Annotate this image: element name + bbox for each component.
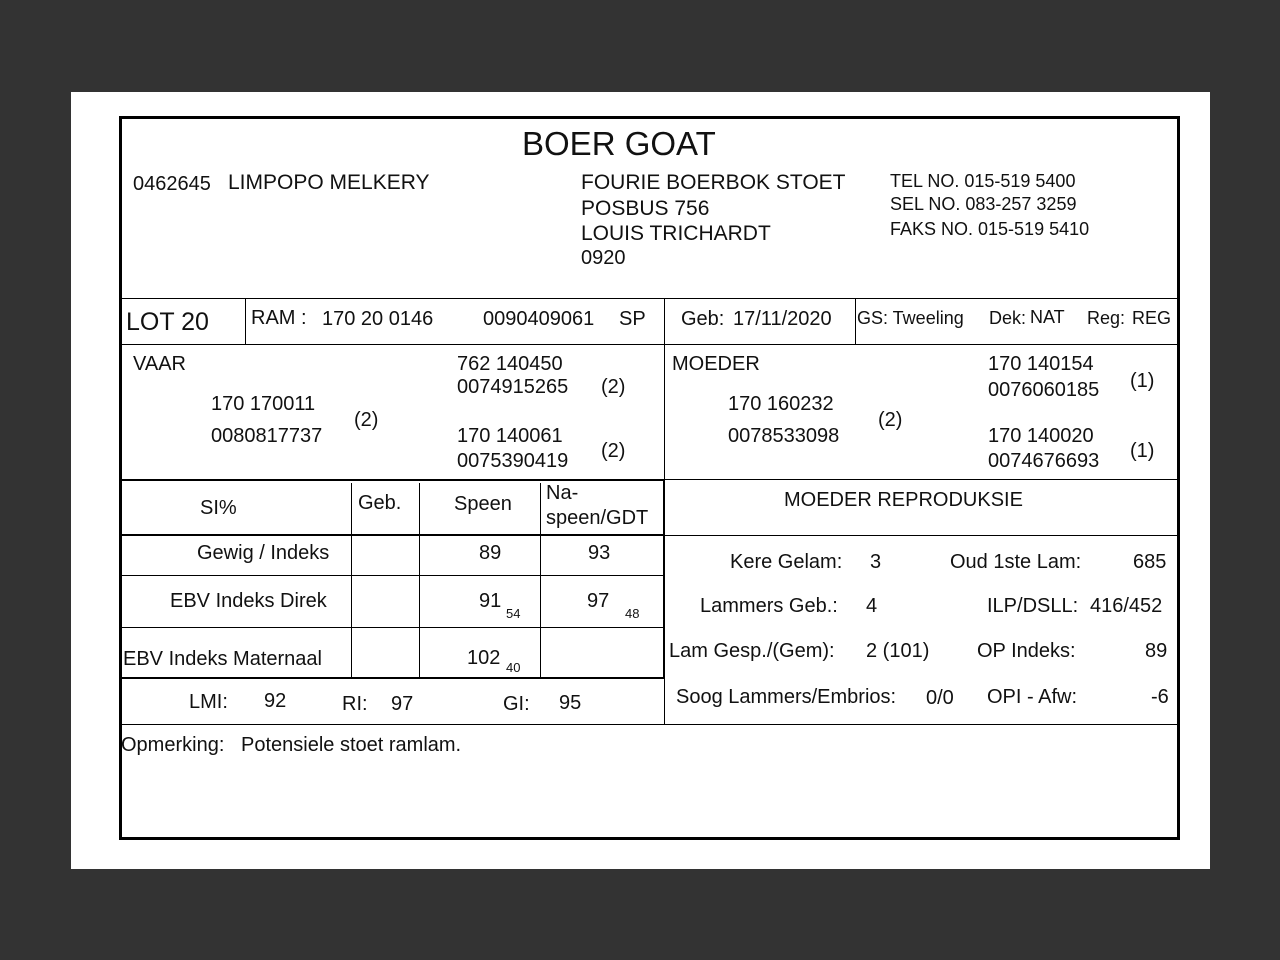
breeder-address1: POSBUS 756 xyxy=(581,197,710,220)
row-label-ebv-maternaal: EBV Indeks Maternaal xyxy=(123,648,322,670)
op-indeks-label: OP Indeks: xyxy=(977,640,1076,662)
remark-label: Opmerking: xyxy=(121,734,225,756)
seller-code: 0462645 xyxy=(133,173,211,195)
divider xyxy=(245,298,246,344)
speen-header: Speen xyxy=(454,493,512,515)
direk-naspeen: 97 xyxy=(587,590,610,612)
soog-value: 0/0 xyxy=(926,687,954,709)
divider xyxy=(419,483,420,678)
sire-granddam-id: 0075390419 xyxy=(457,450,569,472)
divider xyxy=(855,298,856,344)
dam-granddam-id: 0074676693 xyxy=(988,450,1100,472)
sire-grandsire-number: 762 140450 xyxy=(457,353,563,375)
opi-label: OPI - Afw: xyxy=(987,686,1078,708)
divider xyxy=(121,575,664,576)
oud-label: Oud 1ste Lam: xyxy=(950,551,1082,573)
ram-id: 0090409061 xyxy=(483,308,595,330)
naspeen-header-line1: Na- xyxy=(546,482,579,504)
soog-label: Soog Lammers/Embrios: xyxy=(676,686,897,708)
row-label-ebv-direk: EBV Indeks Direk xyxy=(170,590,327,612)
dek-value: NAT xyxy=(1030,307,1065,327)
sire-granddam-count: (2) xyxy=(601,440,626,462)
direk-speen: 91 xyxy=(479,590,502,612)
lam-gesp-label: Lam Gesp./(Gem): xyxy=(669,640,835,662)
divider xyxy=(664,535,1178,536)
divider xyxy=(540,483,541,678)
maternaal-speen-accuracy: 40 xyxy=(506,660,521,675)
divider xyxy=(664,298,665,344)
ilp-label: ILP/DSLL: xyxy=(987,595,1079,617)
divider xyxy=(351,483,352,678)
dam-granddam-count: (1) xyxy=(1130,440,1155,462)
dam-grandsire-number: 170 140154 xyxy=(988,353,1094,375)
gi-value: 95 xyxy=(559,692,582,714)
sire-count: (2) xyxy=(354,409,379,431)
breeder-postcode: 0920 xyxy=(581,247,626,269)
reproduction-title: MOEDER REPRODUKSIE xyxy=(784,489,1023,511)
sire-granddam-number: 170 140061 xyxy=(457,425,563,447)
opi-value: -6 xyxy=(1151,686,1169,708)
card-title: BOER GOAT xyxy=(522,125,716,162)
divider xyxy=(121,298,1178,299)
gewig-speen: 89 xyxy=(479,542,502,564)
sire-number: 170 170011 xyxy=(211,393,316,415)
sel-number: SEL NO. 083-257 3259 xyxy=(890,194,1077,214)
geb-header: Geb. xyxy=(358,492,402,514)
reg-label: Reg: xyxy=(1087,308,1126,328)
breeder-address2: LOUIS TRICHARDT xyxy=(581,222,771,245)
row-label-gewig: Gewig / Indeks xyxy=(197,542,330,564)
maternaal-speen: 102 xyxy=(467,647,501,669)
lam-gesp-value: 2 (101) xyxy=(866,640,930,662)
ram-label: RAM : xyxy=(251,307,307,329)
lammers-geb-label: Lammers Geb.: xyxy=(700,595,838,617)
breeder-name: FOURIE BOERBOK STOET xyxy=(581,171,846,194)
lmi-value: 92 xyxy=(264,690,287,712)
sire-id: 0080817737 xyxy=(211,425,323,447)
divider xyxy=(121,724,1178,725)
gs-status: GS: Tweeling xyxy=(857,308,964,328)
op-indeks-value: 89 xyxy=(1145,640,1168,662)
ram-number: 170 20 0146 xyxy=(322,308,434,330)
divider xyxy=(663,479,665,678)
gi-label: GI: xyxy=(503,693,530,715)
ri-value: 97 xyxy=(391,693,414,715)
ilp-value: 416/452 xyxy=(1090,595,1163,617)
sire-label: VAAR xyxy=(133,353,186,375)
birth-label: Geb: xyxy=(681,308,725,330)
faks-number: FAKS NO. 015-519 5410 xyxy=(890,219,1090,239)
dam-granddam-number: 170 140020 xyxy=(988,425,1094,447)
direk-speen-accuracy: 54 xyxy=(506,606,521,621)
remark-text: Potensiele stoet ramlam. xyxy=(241,734,462,756)
oud-value: 685 xyxy=(1133,551,1167,573)
kere-gelam-label: Kere Gelam: xyxy=(730,551,843,573)
si-header: SI% xyxy=(200,497,237,519)
direk-naspeen-accuracy: 48 xyxy=(625,606,640,621)
dam-grandsire-count: (1) xyxy=(1130,370,1155,392)
gewig-naspeen: 93 xyxy=(588,542,611,564)
dam-number: 170 160232 xyxy=(728,393,834,415)
lammers-geb-value: 4 xyxy=(866,595,878,617)
lmi-label: LMI: xyxy=(189,691,228,713)
divider xyxy=(121,534,664,536)
sire-grandsire-id: 0074915265 xyxy=(457,376,569,398)
divider xyxy=(121,677,664,679)
kere-gelam-value: 3 xyxy=(870,551,882,573)
ri-label: RI: xyxy=(342,693,368,715)
seller-name: LIMPOPO MELKERY xyxy=(228,171,430,194)
birth-date: 17/11/2020 xyxy=(733,308,832,330)
dam-count: (2) xyxy=(878,409,903,431)
dam-grandsire-id: 0076060185 xyxy=(988,379,1100,401)
divider xyxy=(121,479,664,481)
divider xyxy=(121,344,1178,345)
lot-number: LOT 20 xyxy=(126,308,209,336)
sire-grandsire-count: (2) xyxy=(601,376,626,398)
ram-code: SP xyxy=(619,308,646,330)
dam-label: MOEDER xyxy=(672,353,760,375)
tel-number: TEL NO. 015-519 5400 xyxy=(890,171,1076,191)
divider xyxy=(664,479,1178,480)
dam-id: 0078533098 xyxy=(728,425,840,447)
reg-value: REG xyxy=(1132,308,1172,328)
dek-label: Dek: xyxy=(989,308,1027,328)
divider xyxy=(121,627,664,628)
naspeen-header-line2: speen/GDT xyxy=(546,507,649,529)
